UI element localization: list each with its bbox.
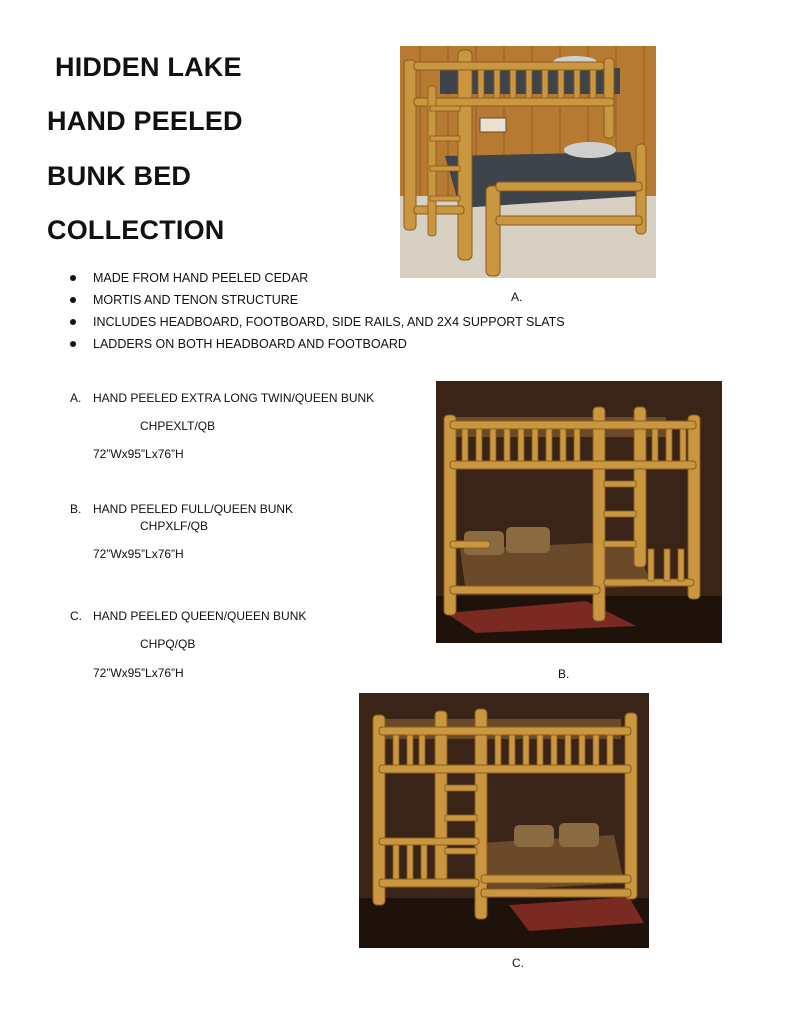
- title-line-1: HIDDEN LAKE: [55, 52, 242, 82]
- feature-item: MORTIS AND TENON STRUCTURE: [70, 289, 565, 311]
- product-a-name: HAND PEELED EXTRA LONG TWIN/QUEEN BUNK: [93, 391, 375, 405]
- product-c-code: CHPQ/QB: [140, 637, 196, 651]
- product-b-dimensions: 72”Wx95”Lx76”H: [93, 547, 184, 561]
- product-a-letter: A.: [70, 391, 82, 405]
- product-b-name: HAND PEELED FULL/QUEEN BUNK: [93, 502, 294, 516]
- bunk-bed-a-photo: [400, 46, 656, 278]
- product-b-code: CHPXLF/QB: [140, 519, 209, 533]
- product-c-letter: C.: [70, 609, 82, 623]
- title-line-3: BUNK BED: [47, 161, 192, 191]
- product-c-dimensions: 72”Wx95”Lx76”H: [93, 666, 184, 680]
- product-a-dimensions: 72”Wx95”Lx76”H: [93, 447, 184, 461]
- photo-c-caption: C.: [512, 956, 524, 970]
- feature-list: [70, 267, 565, 355]
- photo-b-caption: B.: [558, 667, 570, 681]
- bunk-bed-c-photo: [359, 693, 649, 948]
- product-a-code: CHPEXLT/QB: [140, 419, 216, 433]
- feature-item: MADE FROM HAND PEELED CEDAR: [70, 267, 565, 289]
- title-line-4: COLLECTION: [47, 215, 225, 245]
- feature-item: LADDERS ON BOTH HEADBOARD AND FOOTBOARD: [70, 333, 565, 355]
- bunk-bed-b-photo: [436, 381, 722, 643]
- product-b-letter: B.: [70, 502, 82, 516]
- title-line-2: HAND PEELED: [47, 106, 243, 136]
- product-c-name: HAND PEELED QUEEN/QUEEN BUNK: [93, 609, 307, 623]
- feature-item: INCLUDES HEADBOARD, FOOTBOARD, SIDE RAILS, AND 2X4 SUPPORT SLATS: [70, 311, 565, 333]
- photo-a-caption: A.: [511, 290, 523, 304]
